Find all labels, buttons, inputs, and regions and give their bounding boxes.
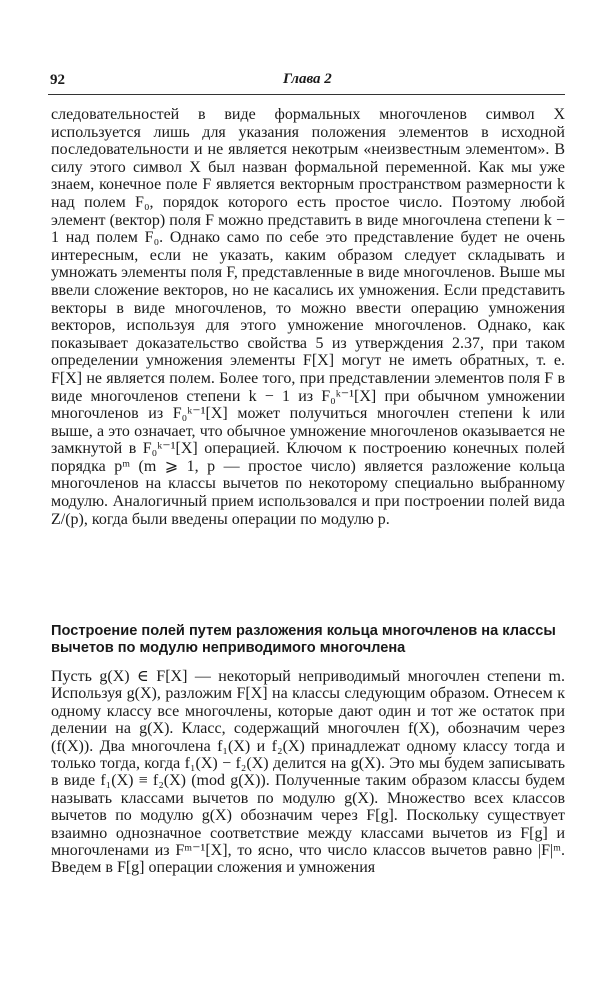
paragraph-2: Пусть g(X) ∈ F[X] — некоторый неприводимый многочлен степени m. Используя g(X), разложим F[X] на классы следующим образом. Отнесем к одному классу все многочлены, которые дают один и тот же остаток при делении на g(X). Класс, содержащий многочлен f(X), обозначим через (f(X)). Два многочлена f₁(X) и f₂(X) принадлежат одному классу тогда и только тогда, когда f₁(X) − f₂(X) делится на g(X). Это мы будем записывать в виде f₁(X) ≡ f₂(X) (mod g(X)). Полученные таким образом классы будем называть классами вычетов по модулю g(X). Множество всех классов вычетов по модулю g(X) обозначим через F[g]. Поскольку существует взаимно однозначное соответствие между классами вычетов из F[g] и многочленами из Fᵐ⁻¹[X], то ясно, что число классов вычетов равно |F|ᵐ. Введем в F[g] операции сложения и умножения bbox=[51, 668, 565, 877]
page-number: 92 bbox=[50, 72, 65, 88]
header-rule bbox=[48, 94, 565, 95]
paragraph-1: следовательностей в виде формальных многочленов символ X используется лишь для указания положения элементов в исходной последовательности и не является некотрым «неизвестным элементом». В силу этого символ X был назван формальной переменной. Как мы уже знаем, конечное поле F является векторным пространством размерности k над полем F₀, порядок которого есть простое число. Поэтому любой элемент (вектор) поля F можно представить в виде многочлена степени k − 1 над полем F₀. Однако само по себе это представление будет не очень интересным, если не указать, каким образом следует складывать и умножать элементы поля F, представленные в виде многочленов. Выше мы ввели сложение векторов, но не касались их умножения. Если представить векторы в виде многочленов, то можно ввести операцию умножения векторов, используя для этого умножение многочленов. Однако, как показывает доказательство свойства 5 из утверждения 2.37, при таком определении умножения элементы F[X] могут не иметь обратных, т. е. F[X] не является полем. Более того, при представлении элементов поля F в виде многочленов степени k − 1 из F₀ᵏ⁻¹[X] при обычном умножении многочленов из F₀ᵏ⁻¹[X] может получиться многочлен степени k или выше, а это означает, что обычное умножение многочленов оказывается не замкнутой в F₀ᵏ⁻¹[X] операцией. Ключом к построению конечных полей порядка pᵐ (m ⩾ 1, p — простое число) является разложение кольца многочленов на классы вычетов по некоторому специально выбранному модулю. Аналогичный прием использовался и при построении полей вида Z/(p), когда были введены операции по модулю p. bbox=[51, 106, 565, 528]
running-head: Глава 2 bbox=[283, 71, 332, 87]
section-heading: Построение полей путем разложения кольца многочленов на классы вычетов по модулю неприводимого многочлена bbox=[51, 623, 556, 656]
